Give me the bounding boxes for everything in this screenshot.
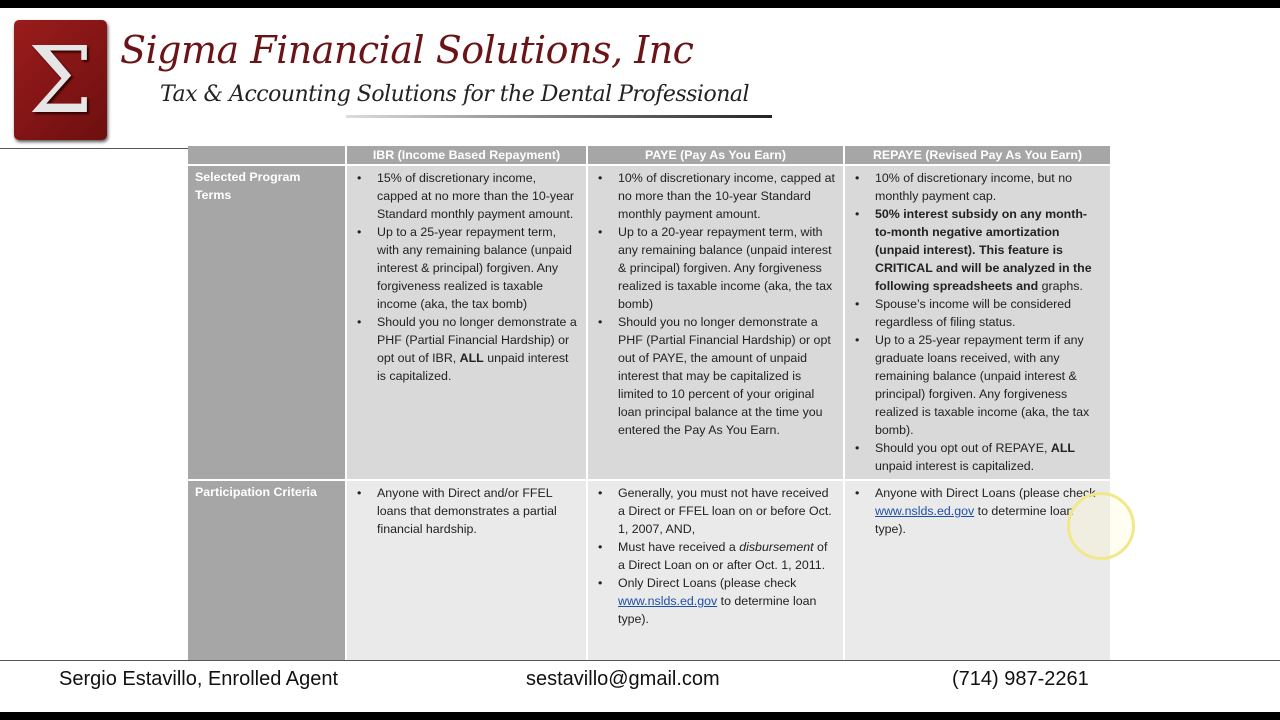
bullet-list bbox=[355, 484, 578, 538]
bottom-bar bbox=[0, 712, 1280, 720]
bullet-text: disbursement bbox=[739, 540, 814, 554]
table-cell bbox=[587, 480, 844, 660]
bullet-text: 50% interest subsidy on any month-to-month negative amortization (unpaid interest). This feature is CRITICAL and will be analyzed in the following spreadsheets and bbox=[875, 207, 1092, 293]
bullet-text: Only Direct Loans (please check bbox=[618, 576, 797, 590]
divider bbox=[0, 148, 188, 149]
bullet-list bbox=[355, 169, 578, 385]
bullet-text: to determine loan type). bbox=[618, 594, 817, 626]
sigma-logo bbox=[14, 20, 107, 140]
bullet-text: of a Direct Loan on or after Oct. 1, 2011. bbox=[618, 540, 828, 572]
bullet-text: to determine loan type). bbox=[875, 504, 1074, 536]
company-tagline: Tax & Accounting Solutions for the Dental Professional bbox=[160, 82, 750, 107]
table-row bbox=[188, 480, 1111, 660]
row-label: Selected Program Terms bbox=[188, 165, 346, 480]
bullet-text: unpaid interest is capitalized. bbox=[875, 459, 1035, 473]
logo-glyph: Σ bbox=[27, 26, 94, 134]
nslds-link[interactable]: www.nslds.ed.gov bbox=[875, 504, 975, 518]
bullet-text: Spouse’s income will be considered regardless of filing status. bbox=[875, 297, 1072, 329]
cursor-highlight bbox=[1067, 492, 1135, 560]
row-label: Participation Criteria bbox=[188, 480, 346, 660]
bullet-text: unpaid interest is capitalized. bbox=[377, 351, 569, 383]
top-bar bbox=[0, 0, 1280, 8]
bullet-text: Generally, you must not have received a Direct or FFEL loan on or before Oct. 1, 2007, AND, bbox=[618, 486, 832, 536]
repayment-comparison-table bbox=[188, 146, 1112, 660]
bullet-text: Anyone with Direct Loans (please check bbox=[875, 486, 1096, 500]
bullet-list bbox=[853, 484, 1102, 538]
table-row bbox=[188, 165, 1111, 480]
bullet-item bbox=[355, 223, 578, 313]
bullet-list bbox=[853, 169, 1102, 475]
bullet-item bbox=[853, 331, 1102, 439]
company-name: Sigma Financial Solutions, Inc bbox=[120, 28, 694, 72]
bullet-item bbox=[853, 205, 1102, 295]
bullet-text: Up to a 25-year repayment term if any graduate loans received, with any remaining balance (unpaid interest & principal) forgiven. Any forgiveness realized is taxable income (aka, the tax bomb). bbox=[875, 333, 1090, 437]
table-header-row bbox=[188, 146, 1111, 165]
footer-phone: (714) 987-2261 bbox=[952, 668, 1089, 690]
bullet-item bbox=[596, 574, 835, 628]
bullet-text: 15% of discretionary income, capped at no more than the 10-year Standard monthly payment amount. bbox=[377, 171, 575, 221]
bullet-text: Should you no longer demonstrate a PHF (Partial Financial Hardship) or opt out of IBR, bbox=[377, 315, 577, 365]
bullet-text: ALL bbox=[1050, 441, 1075, 455]
bullet-text: Anyone with Direct and/or FFEL loans that demonstrates a partial financial hardship. bbox=[377, 486, 557, 536]
column-header-ibr: IBR (Income Based Repayment) bbox=[346, 146, 587, 165]
column-header-paye: PAYE (Pay As You Earn) bbox=[587, 146, 844, 165]
bullet-item bbox=[596, 538, 835, 574]
bullet-item bbox=[355, 313, 578, 385]
footer-name: Sergio Estavillo, Enrolled Agent bbox=[59, 668, 339, 690]
bullet-text: Up to a 25-year repayment term, with any remaining balance (unpaid interest & principal) forgiven. Any forgiveness realized is taxable income (aka, the tax bomb) bbox=[377, 225, 572, 311]
bullet-item bbox=[596, 169, 835, 223]
bullet-list bbox=[596, 484, 835, 628]
bullet-item bbox=[355, 169, 578, 223]
bullet-text: 10% of discretionary income, but no monthly payment cap. bbox=[875, 171, 1072, 203]
bullet-list bbox=[596, 169, 835, 439]
bullet-item bbox=[853, 439, 1102, 475]
bullet-text: Up to a 20-year repayment term, with any remaining balance (unpaid interest & principal) forgiven. Any forgiveness realized is taxable income (aka, the tax bomb) bbox=[618, 225, 833, 311]
bullet-text: 10% of discretionary income, capped at no more than the 10-year Standard monthly payment amount. bbox=[618, 171, 835, 221]
bullet-item bbox=[355, 484, 578, 538]
tagline-underline bbox=[346, 115, 772, 118]
bullet-text: graphs. bbox=[1038, 279, 1083, 293]
bullet-text: Should you no longer demonstrate a PHF (Partial Financial Hardship) or opt out of PAYE, the amount of unpaid interest that may be capitalized is limited to 10 percent of your original loan principal balance at the time you entered the Pay As You Earn. bbox=[618, 315, 831, 437]
bullet-text: ALL bbox=[459, 351, 484, 365]
bullet-item bbox=[853, 169, 1102, 205]
table-cell bbox=[844, 480, 1111, 660]
column-header-repaye: REPAYE (Revised Pay As You Earn) bbox=[844, 146, 1111, 165]
bullet-item bbox=[596, 223, 835, 313]
bullet-text: Must have received a bbox=[618, 540, 740, 554]
bullet-text: Should you opt out of REPAYE, bbox=[875, 441, 1051, 455]
footer-divider bbox=[0, 660, 1280, 661]
bullet-item bbox=[853, 484, 1102, 538]
bullet-item bbox=[596, 313, 835, 439]
column-header bbox=[188, 146, 346, 165]
table-cell bbox=[346, 480, 587, 660]
table-cell bbox=[844, 165, 1111, 480]
footer-email: sestavillo@gmail.com bbox=[526, 668, 720, 690]
bullet-item bbox=[853, 295, 1102, 331]
bullet-item bbox=[596, 484, 835, 538]
nslds-link[interactable]: www.nslds.ed.gov bbox=[618, 594, 718, 608]
table-cell bbox=[587, 165, 844, 480]
table-cell bbox=[346, 165, 587, 480]
